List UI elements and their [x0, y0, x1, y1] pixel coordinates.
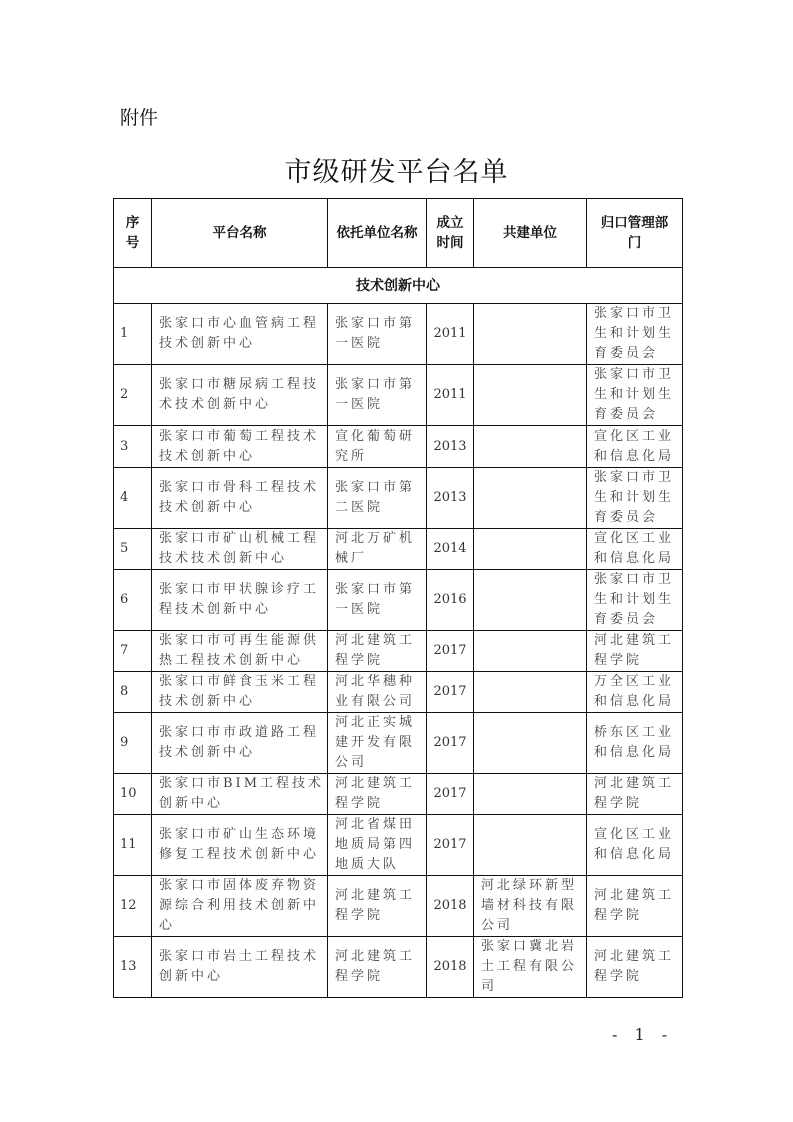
table-row	[114, 570, 683, 631]
row-index: 5	[114, 529, 152, 570]
page-number: - 1 -	[612, 1025, 674, 1044]
established-year: 2017	[427, 774, 474, 815]
platform-name: 张家口市市政道路工程技术创新中心	[152, 713, 328, 774]
partner-unit	[474, 713, 587, 774]
partner-unit	[474, 468, 587, 529]
page-title: 市级研发平台名单	[284, 157, 509, 188]
attachment-label: 附件	[120, 107, 159, 129]
established-year: 2013	[427, 468, 474, 529]
platform-name: 张家口市可再生能源供热工程技术创新中心	[152, 631, 328, 672]
platform-name: 张家口市矿山生态环境修复工程技术创新中心	[152, 815, 328, 876]
platform-name: 张家口市矿山机械工程技术技术创新中心	[152, 529, 328, 570]
established-year: 2018	[427, 937, 474, 998]
table-row	[114, 876, 683, 937]
table-row	[114, 529, 683, 570]
partner-unit	[474, 815, 587, 876]
platform-table	[113, 198, 683, 998]
row-index: 11	[114, 815, 152, 876]
partner-unit	[474, 365, 587, 426]
managing-dept: 宣化区工业和信息化局	[587, 815, 683, 876]
established-year: 2017	[427, 631, 474, 672]
partner-unit: 河北绿环新型墙材科技有限公司	[474, 876, 587, 937]
partner-unit	[474, 426, 587, 468]
host-unit: 张家口市第一医院	[328, 570, 427, 631]
managing-dept: 张家口市卫生和计划生育委员会	[587, 468, 683, 529]
partner-unit	[474, 672, 587, 713]
row-index: 10	[114, 774, 152, 815]
established-year: 2018	[427, 876, 474, 937]
established-year: 2017	[427, 672, 474, 713]
table-row	[114, 815, 683, 876]
established-year: 2011	[427, 365, 474, 426]
row-index: 2	[114, 365, 152, 426]
table-row	[114, 774, 683, 815]
partner-unit: 张家口冀北岩土工程有限公司	[474, 937, 587, 998]
host-unit: 河北建筑工程学院	[328, 774, 427, 815]
row-index: 13	[114, 937, 152, 998]
partner-unit	[474, 304, 587, 365]
host-unit: 河北建筑工程学院	[328, 937, 427, 998]
platform-name: 张家口市BIM工程技术创新中心	[152, 774, 328, 815]
header-platform-name: 平台名称	[152, 199, 328, 268]
host-unit: 河北建筑工程学院	[328, 631, 427, 672]
established-year: 2017	[427, 713, 474, 774]
established-year: 2013	[427, 426, 474, 468]
partner-unit	[474, 529, 587, 570]
managing-dept: 张家口市卫生和计划生育委员会	[587, 365, 683, 426]
partner-unit	[474, 570, 587, 631]
host-unit: 张家口市第一医院	[328, 304, 427, 365]
table-row	[114, 365, 683, 426]
table-row	[114, 304, 683, 365]
managing-dept: 河北建筑工程学院	[587, 876, 683, 937]
platform-name: 张家口市心血管病工程技术创新中心	[152, 304, 328, 365]
table-row	[114, 426, 683, 468]
host-unit: 河北万矿机械厂	[328, 529, 427, 570]
host-unit: 张家口市第二医院	[328, 468, 427, 529]
row-index: 6	[114, 570, 152, 631]
platform-name: 张家口市甲状腺诊疗工程技术创新中心	[152, 570, 328, 631]
partner-unit	[474, 631, 587, 672]
table-header-row	[114, 199, 683, 268]
host-unit: 河北省煤田地质局第四地质大队	[328, 815, 427, 876]
row-index: 3	[114, 426, 152, 468]
header-index: 序号	[114, 199, 152, 268]
row-index: 8	[114, 672, 152, 713]
established-year: 2016	[427, 570, 474, 631]
section-row	[114, 268, 683, 304]
header-host-unit: 依托单位名称	[328, 199, 427, 268]
established-year: 2014	[427, 529, 474, 570]
managing-dept: 河北建筑工程学院	[587, 774, 683, 815]
managing-dept: 万全区工业和信息化局	[587, 672, 683, 713]
table-row	[114, 713, 683, 774]
table-row	[114, 672, 683, 713]
table-row	[114, 937, 683, 998]
row-index: 12	[114, 876, 152, 937]
managing-dept: 河北建筑工程学院	[587, 631, 683, 672]
managing-dept: 张家口市卫生和计划生育委员会	[587, 304, 683, 365]
managing-dept: 宣化区工业和信息化局	[587, 426, 683, 468]
row-index: 7	[114, 631, 152, 672]
platform-name: 张家口市骨科工程技术技术创新中心	[152, 468, 328, 529]
platform-name: 张家口市岩土工程技术创新中心	[152, 937, 328, 998]
platform-name: 张家口市葡萄工程技术技术创新中心	[152, 426, 328, 468]
host-unit: 张家口市第一医院	[328, 365, 427, 426]
managing-dept: 宣化区工业和信息化局	[587, 529, 683, 570]
platform-name: 张家口市糖尿病工程技术技术创新中心	[152, 365, 328, 426]
managing-dept: 桥东区工业和信息化局	[587, 713, 683, 774]
row-index: 4	[114, 468, 152, 529]
table-row	[114, 631, 683, 672]
header-partner: 共建单位	[474, 199, 587, 268]
established-year: 2017	[427, 815, 474, 876]
platform-name: 张家口市鲜食玉米工程技术创新中心	[152, 672, 328, 713]
host-unit: 河北华穗种业有限公司	[328, 672, 427, 713]
header-dept: 归口管理部门	[587, 199, 683, 268]
established-year: 2011	[427, 304, 474, 365]
table-row	[114, 468, 683, 529]
row-index: 1	[114, 304, 152, 365]
platform-name: 张家口市固体废弃物资源综合利用技术创新中心	[152, 876, 328, 937]
row-index: 9	[114, 713, 152, 774]
section-title: 技术创新中心	[114, 268, 683, 304]
host-unit: 河北正实城建开发有限公司	[328, 713, 427, 774]
managing-dept: 张家口市卫生和计划生育委员会	[587, 570, 683, 631]
host-unit: 宣化葡萄研究所	[328, 426, 427, 468]
header-established: 成立时间	[427, 199, 474, 268]
managing-dept: 河北建筑工程学院	[587, 937, 683, 998]
partner-unit	[474, 774, 587, 815]
host-unit: 河北建筑工程学院	[328, 876, 427, 937]
